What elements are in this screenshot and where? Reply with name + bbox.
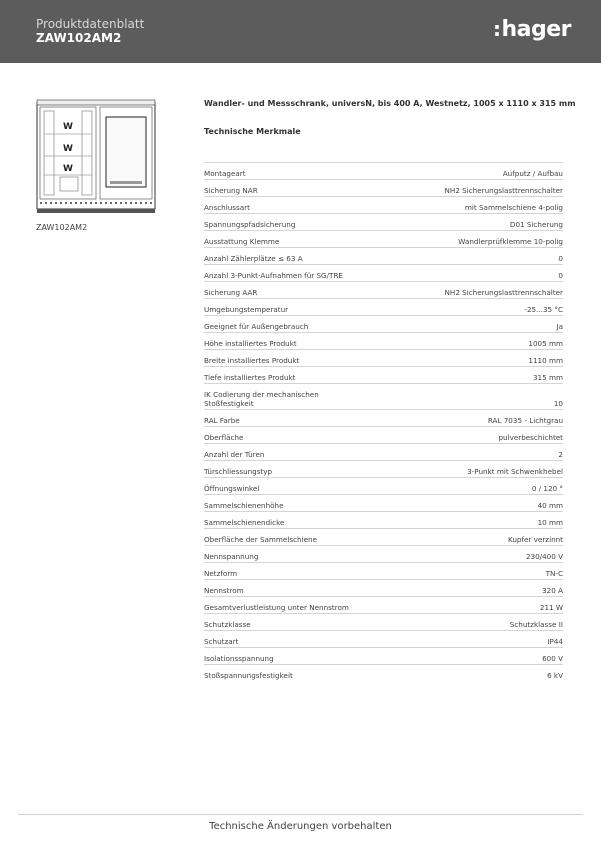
spec-row <box>204 281 563 298</box>
spec-row <box>204 196 563 213</box>
product-title: Wandler- und Messschrank, universN, bis 400 A, Westnetz, 1005 x 1110 x 315 mm <box>204 99 576 108</box>
spec-row <box>204 366 563 383</box>
spec-label: Höhe installiertes Produkt <box>204 339 297 348</box>
spec-value: NH2 Sicherungslasttrennschalter <box>444 186 563 195</box>
spec-value: 10 <box>553 399 563 408</box>
spec-row <box>204 443 563 460</box>
spec-value: 1110 mm <box>528 356 563 365</box>
spec-label: Schutzklasse <box>204 620 251 629</box>
spec-value: -25...35 °C <box>524 305 563 314</box>
spec-row <box>204 494 563 511</box>
spec-table <box>204 162 563 681</box>
spec-label: Türschliessungstyp <box>204 467 273 476</box>
spec-value: Ja <box>556 322 563 331</box>
spec-value: Kupfer verzinnt <box>508 535 563 544</box>
spec-label: Sicherung NAR <box>204 186 258 195</box>
spec-row <box>204 230 563 247</box>
spec-label: Oberfläche der Sammelschiene <box>204 535 318 544</box>
spec-value: 211 W <box>539 603 563 612</box>
spec-value: 600 V <box>542 654 563 663</box>
spec-row <box>204 213 563 230</box>
spec-label: Montageart <box>204 169 246 178</box>
spec-value: 0 <box>558 254 563 263</box>
spec-row <box>204 664 563 681</box>
spec-value: mit Sammelschiene 4-polig <box>464 203 563 212</box>
spec-row <box>204 630 563 647</box>
spec-value: 0 <box>558 271 563 280</box>
spec-row <box>204 528 563 545</box>
spec-label: Gesamtverlustleistung unter Nennstrom <box>204 603 349 612</box>
hager-logo: :hager <box>493 17 572 42</box>
spec-label: Nennspannung <box>204 552 259 561</box>
spec-value: IP44 <box>547 637 563 646</box>
spec-label: Schutzart <box>204 637 239 646</box>
spec-row <box>204 562 563 579</box>
spec-value: 315 mm <box>532 373 563 382</box>
spec-label: Oberfläche <box>204 433 244 442</box>
spec-row <box>204 162 563 179</box>
spec-label: Anzahl der Türen <box>204 450 265 459</box>
spec-row <box>204 298 563 315</box>
svg-text:W: W <box>63 122 73 132</box>
spec-label: IK Codierung der mechanischen Stoßfestigkeit <box>204 390 319 408</box>
spec-label: Anzahl 3-Punkt-Aufnahmen für SG/TRE <box>204 271 343 280</box>
spec-label: Spannungspfadsicherung <box>204 220 296 229</box>
footer-note: Technische Änderungen vorbehalten <box>209 821 392 832</box>
spec-label: Umgebungstemperatur <box>204 305 289 314</box>
spec-value: 2 <box>558 450 563 459</box>
section-heading: Technische Merkmale <box>204 127 301 136</box>
spec-row <box>204 579 563 596</box>
spec-row <box>204 511 563 528</box>
spec-row <box>204 477 563 494</box>
spec-label: Geeignet für Außengebrauch <box>204 322 309 331</box>
brand-name: hager <box>501 17 572 42</box>
spec-row <box>204 349 563 366</box>
spec-value: NH2 Sicherungslasttrennschalter <box>444 288 563 297</box>
spec-label: Sicherung AAR <box>204 288 258 297</box>
spec-row <box>204 264 563 281</box>
svg-text:W: W <box>63 144 73 154</box>
spec-value: Wandlerprüfklemme 10-polig <box>458 237 563 246</box>
spec-label: Ausstattung Klemme <box>204 237 280 246</box>
spec-row <box>204 332 563 349</box>
spec-label: Sammelschienendicke <box>204 518 285 527</box>
spec-value: 1005 mm <box>528 339 563 348</box>
spec-row <box>204 613 563 630</box>
spec-value: Aufputz / Aufbau <box>502 169 563 178</box>
product-drawing <box>36 99 156 215</box>
spec-row <box>204 315 563 332</box>
spec-value: 3-Punkt mit Schwenkhebel <box>467 467 563 476</box>
spec-label: Breite installiertes Produkt <box>204 356 300 365</box>
image-caption: ZAW102AM2 <box>36 223 88 232</box>
spec-label: Öffnungswinkel <box>204 484 260 493</box>
spec-label: Tiefe installiertes Produkt <box>204 373 296 382</box>
spec-value: D01 Sicherung <box>509 220 563 229</box>
spec-value: pulverbeschichtet <box>498 433 563 442</box>
spec-value: Schutzklasse II <box>509 620 563 629</box>
spec-value: TN-C <box>545 569 563 578</box>
spec-value: RAL 7035 - Lichtgrau <box>487 416 563 425</box>
footer-divider <box>18 814 583 815</box>
spec-row <box>204 596 563 613</box>
spec-label: RAL Farbe <box>204 416 240 425</box>
spec-row <box>204 179 563 196</box>
spec-label: Sammelschienenhöhe <box>204 501 284 510</box>
page-header <box>0 0 601 63</box>
spec-value: 320 A <box>542 586 563 595</box>
spec-row <box>204 647 563 664</box>
spec-label: Stoßspannungsfestigkeit <box>204 671 293 680</box>
spec-value: 230/400 V <box>525 552 563 561</box>
svg-text:W: W <box>63 164 73 174</box>
spec-value: 0 / 120 ° <box>531 484 563 493</box>
spec-row <box>204 460 563 477</box>
spec-label: Anschlussart <box>204 203 250 212</box>
spec-value: 40 mm <box>537 501 563 510</box>
spec-row <box>204 409 563 426</box>
document-id: ZAW102AM2 <box>36 31 122 45</box>
spec-value: 6 kV <box>547 671 563 680</box>
spec-label: Anzahl Zählerplätze ≤ 63 A <box>204 254 303 263</box>
spec-label: Netzform <box>204 569 238 578</box>
spec-row <box>204 247 563 264</box>
spec-row <box>204 383 563 409</box>
spec-label: Isolationsspannung <box>204 654 274 663</box>
spec-row <box>204 426 563 443</box>
spec-value: 10 mm <box>537 518 563 527</box>
spec-row <box>204 545 563 562</box>
document-type: Produktdatenblatt <box>36 17 145 31</box>
spec-label: Nennstrom <box>204 586 244 595</box>
